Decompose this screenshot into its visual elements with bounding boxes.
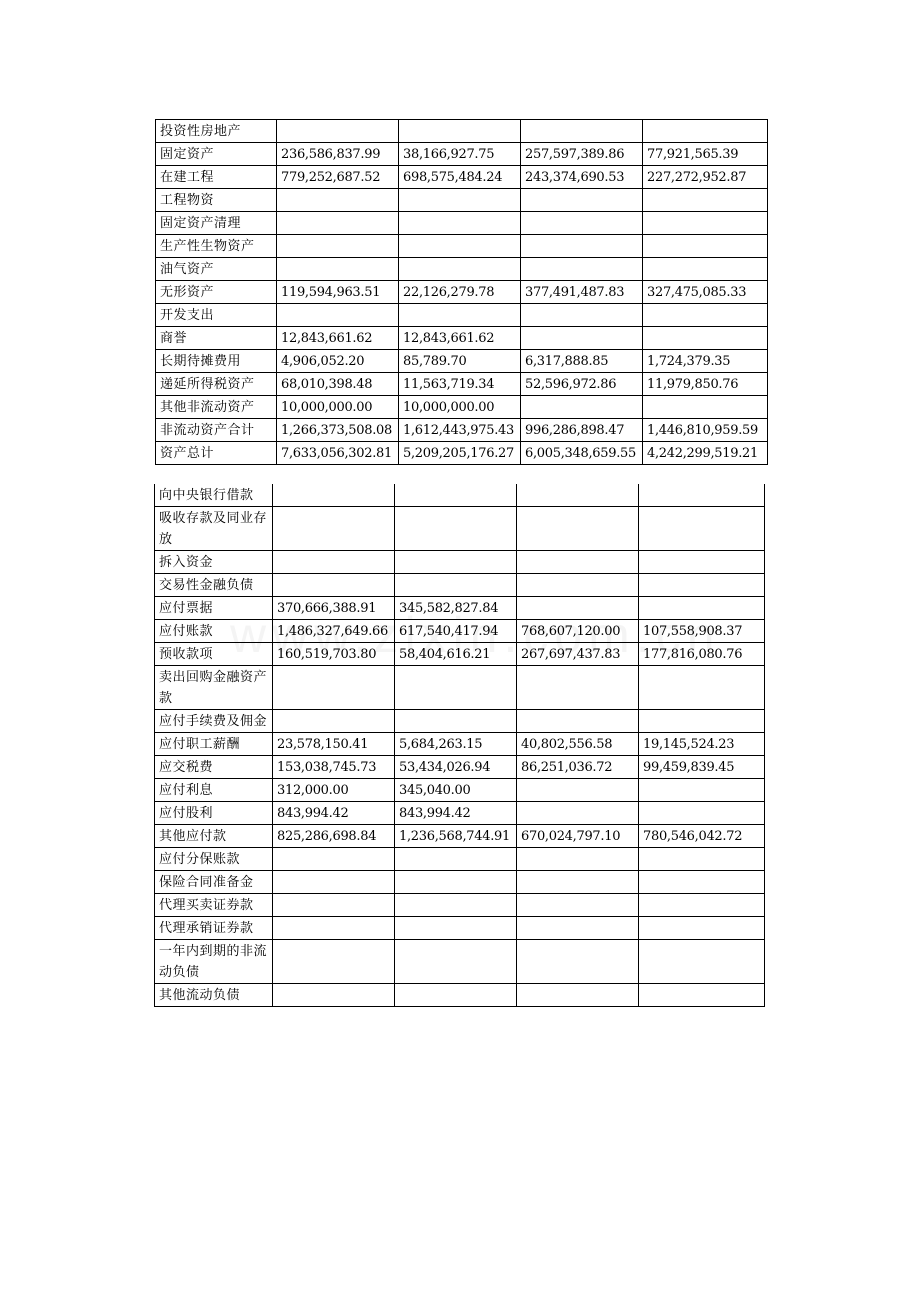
liabilities-row <box>155 484 765 507</box>
value-cell <box>395 984 517 1007</box>
value-cell: 11,563,719.34 <box>399 373 521 396</box>
value-cell: 10,000,000.00 <box>277 396 399 419</box>
value-cell <box>273 871 395 894</box>
row-label: 其他应付款 <box>155 825 273 848</box>
value-cell <box>399 235 521 258</box>
liabilities-row <box>155 551 765 574</box>
assets-row <box>156 143 768 166</box>
row-label: 代理承销证券款 <box>155 917 273 940</box>
value-cell <box>521 327 643 350</box>
row-label: 应付账款 <box>155 620 273 643</box>
value-cell: 779,252,687.52 <box>277 166 399 189</box>
value-cell <box>643 327 768 350</box>
value-cell: 327,475,085.33 <box>643 281 768 304</box>
value-cell <box>639 710 765 733</box>
value-cell <box>639 551 765 574</box>
row-label: 无形资产 <box>156 281 277 304</box>
value-cell: 370,666,388.91 <box>273 597 395 620</box>
assets-row <box>156 373 768 396</box>
row-label: 卖出回购金融资产款 <box>155 666 273 710</box>
liabilities-row <box>155 825 765 848</box>
value-cell: 119,594,963.51 <box>277 281 399 304</box>
assets-row <box>156 419 768 442</box>
value-cell: 5,684,263.15 <box>395 733 517 756</box>
value-cell: 5,209,205,176.27 <box>399 442 521 465</box>
value-cell: 1,236,568,744.91 <box>395 825 517 848</box>
value-cell: 780,546,042.72 <box>639 825 765 848</box>
assets-row <box>156 235 768 258</box>
row-label: 其他非流动资产 <box>156 396 277 419</box>
row-label: 一年内到期的非流动负债 <box>155 940 273 984</box>
value-cell: 345,040.00 <box>395 779 517 802</box>
row-label: 保险合同准备金 <box>155 871 273 894</box>
value-cell: 227,272,952.87 <box>643 166 768 189</box>
value-cell <box>277 304 399 327</box>
value-cell <box>273 551 395 574</box>
value-cell: 1,266,373,508.08 <box>277 419 399 442</box>
row-label: 应付分保账款 <box>155 848 273 871</box>
value-cell: 843,994.42 <box>395 802 517 825</box>
value-cell: 11,979,850.76 <box>643 373 768 396</box>
value-cell <box>395 551 517 574</box>
row-label: 应交税费 <box>155 756 273 779</box>
row-label: 开发支出 <box>156 304 277 327</box>
value-cell <box>517 917 639 940</box>
row-label: 代理买卖证券款 <box>155 894 273 917</box>
value-cell <box>517 779 639 802</box>
row-label: 应付职工薪酬 <box>155 733 273 756</box>
value-cell <box>277 258 399 281</box>
liabilities-row <box>155 733 765 756</box>
row-label: 向中央银行借款 <box>155 484 273 507</box>
row-label: 投资性房地产 <box>156 120 277 143</box>
value-cell <box>521 189 643 212</box>
row-label: 商誉 <box>156 327 277 350</box>
liabilities-row <box>155 710 765 733</box>
value-cell <box>395 917 517 940</box>
row-label: 应付票据 <box>155 597 273 620</box>
liabilities-row <box>155 779 765 802</box>
liabilities-row <box>155 917 765 940</box>
value-cell <box>277 212 399 235</box>
value-cell <box>521 304 643 327</box>
value-cell <box>639 666 765 710</box>
row-label: 固定资产清理 <box>156 212 277 235</box>
value-cell <box>517 802 639 825</box>
value-cell: 1,724,379.35 <box>643 350 768 373</box>
value-cell: 68,010,398.48 <box>277 373 399 396</box>
row-label: 拆入资金 <box>155 551 273 574</box>
value-cell <box>639 779 765 802</box>
value-cell: 53,434,026.94 <box>395 756 517 779</box>
value-cell: 177,816,080.76 <box>639 643 765 666</box>
value-cell: 1,612,443,975.43 <box>399 419 521 442</box>
row-label: 预收款项 <box>155 643 273 666</box>
value-cell <box>639 802 765 825</box>
value-cell <box>273 984 395 1007</box>
value-cell <box>639 484 765 507</box>
liabilities-row <box>155 984 765 1007</box>
value-cell <box>399 189 521 212</box>
row-label: 资产总计 <box>156 442 277 465</box>
value-cell: 52,596,972.86 <box>521 373 643 396</box>
value-cell <box>639 848 765 871</box>
value-cell <box>643 235 768 258</box>
value-cell <box>395 484 517 507</box>
value-cell <box>399 212 521 235</box>
value-cell <box>395 574 517 597</box>
value-cell <box>521 258 643 281</box>
value-cell: 23,578,150.41 <box>273 733 395 756</box>
liabilities-row <box>155 643 765 666</box>
value-cell <box>273 940 395 984</box>
value-cell: 6,317,888.85 <box>521 350 643 373</box>
value-cell <box>395 848 517 871</box>
value-cell <box>517 666 639 710</box>
value-cell <box>277 120 399 143</box>
value-cell <box>517 710 639 733</box>
value-cell <box>643 304 768 327</box>
value-cell <box>517 894 639 917</box>
value-cell <box>643 396 768 419</box>
value-cell <box>639 597 765 620</box>
value-cell <box>639 940 765 984</box>
value-cell <box>395 666 517 710</box>
value-cell <box>395 940 517 984</box>
value-cell <box>277 235 399 258</box>
liabilities-row <box>155 574 765 597</box>
assets-row <box>156 327 768 350</box>
row-label: 在建工程 <box>156 166 277 189</box>
value-cell: 768,607,120.00 <box>517 620 639 643</box>
value-cell: 10,000,000.00 <box>399 396 521 419</box>
value-cell: 1,446,810,959.59 <box>643 419 768 442</box>
value-cell: 22,126,279.78 <box>399 281 521 304</box>
row-label: 吸收存款及同业存放 <box>155 507 273 551</box>
value-cell <box>521 235 643 258</box>
value-cell <box>639 984 765 1007</box>
value-cell <box>643 212 768 235</box>
value-cell: 6,005,348,659.55 <box>521 442 643 465</box>
value-cell <box>399 304 521 327</box>
liabilities-row <box>155 597 765 620</box>
value-cell <box>273 848 395 871</box>
value-cell: 160,519,703.80 <box>273 643 395 666</box>
assets-table <box>155 119 768 465</box>
value-cell: 843,994.42 <box>273 802 395 825</box>
liabilities-row <box>155 894 765 917</box>
value-cell <box>643 258 768 281</box>
value-cell: 996,286,898.47 <box>521 419 643 442</box>
value-cell: 243,374,690.53 <box>521 166 643 189</box>
value-cell <box>395 507 517 551</box>
value-cell: 698,575,484.24 <box>399 166 521 189</box>
value-cell: 58,404,616.21 <box>395 643 517 666</box>
value-cell <box>399 258 521 281</box>
value-cell: 86,251,036.72 <box>517 756 639 779</box>
assets-row <box>156 166 768 189</box>
value-cell <box>273 507 395 551</box>
assets-row <box>156 281 768 304</box>
liabilities-row <box>155 802 765 825</box>
value-cell <box>277 189 399 212</box>
assets-row <box>156 212 768 235</box>
value-cell <box>517 597 639 620</box>
value-cell: 107,558,908.37 <box>639 620 765 643</box>
value-cell: 40,802,556.58 <box>517 733 639 756</box>
value-cell: 38,166,927.75 <box>399 143 521 166</box>
value-cell: 257,597,389.86 <box>521 143 643 166</box>
value-cell: 4,242,299,519.21 <box>643 442 768 465</box>
value-cell <box>517 940 639 984</box>
value-cell <box>517 551 639 574</box>
liabilities-row <box>155 940 765 984</box>
value-cell: 12,843,661.62 <box>399 327 521 350</box>
value-cell: 12,843,661.62 <box>277 327 399 350</box>
value-cell <box>639 507 765 551</box>
value-cell <box>273 666 395 710</box>
row-label: 工程物资 <box>156 189 277 212</box>
value-cell: 312,000.00 <box>273 779 395 802</box>
value-cell: 7,633,056,302.81 <box>277 442 399 465</box>
value-cell <box>273 894 395 917</box>
value-cell: 345,582,827.84 <box>395 597 517 620</box>
value-cell: 377,491,487.83 <box>521 281 643 304</box>
value-cell: 19,145,524.23 <box>639 733 765 756</box>
liabilities-row <box>155 666 765 710</box>
row-label: 非流动资产合计 <box>156 419 277 442</box>
liabilities-row <box>155 848 765 871</box>
assets-row <box>156 350 768 373</box>
value-cell <box>517 574 639 597</box>
value-cell <box>395 871 517 894</box>
value-cell <box>639 917 765 940</box>
value-cell: 77,921,565.39 <box>643 143 768 166</box>
assets-row <box>156 189 768 212</box>
liabilities-row <box>155 620 765 643</box>
value-cell <box>273 710 395 733</box>
assets-row <box>156 304 768 327</box>
value-cell <box>517 484 639 507</box>
value-cell <box>517 984 639 1007</box>
row-label: 交易性金融负债 <box>155 574 273 597</box>
value-cell <box>639 894 765 917</box>
row-label: 长期待摊费用 <box>156 350 277 373</box>
value-cell: 1,486,327,649.66 <box>273 620 395 643</box>
row-label: 油气资产 <box>156 258 277 281</box>
liabilities-table <box>154 484 765 1007</box>
value-cell: 236,586,837.99 <box>277 143 399 166</box>
value-cell <box>521 396 643 419</box>
value-cell <box>639 574 765 597</box>
value-cell <box>273 484 395 507</box>
value-cell: 670,024,797.10 <box>517 825 639 848</box>
value-cell <box>395 894 517 917</box>
liabilities-row <box>155 756 765 779</box>
value-cell: 153,038,745.73 <box>273 756 395 779</box>
row-label: 生产性生物资产 <box>156 235 277 258</box>
liabilities-row <box>155 871 765 894</box>
row-label: 应付股利 <box>155 802 273 825</box>
value-cell <box>521 212 643 235</box>
value-cell <box>639 871 765 894</box>
value-cell: 617,540,417.94 <box>395 620 517 643</box>
value-cell <box>643 189 768 212</box>
row-label: 其他流动负债 <box>155 984 273 1007</box>
value-cell: 99,459,839.45 <box>639 756 765 779</box>
assets-row <box>156 258 768 281</box>
liabilities-row <box>155 507 765 551</box>
value-cell: 85,789.70 <box>399 350 521 373</box>
value-cell <box>395 710 517 733</box>
value-cell <box>273 917 395 940</box>
value-cell <box>517 871 639 894</box>
value-cell: 4,906,052.20 <box>277 350 399 373</box>
assets-row <box>156 442 768 465</box>
row-label: 应付利息 <box>155 779 273 802</box>
value-cell: 267,697,437.83 <box>517 643 639 666</box>
assets-row <box>156 120 768 143</box>
row-label: 递延所得税资产 <box>156 373 277 396</box>
row-label: 固定资产 <box>156 143 277 166</box>
row-label: 应付手续费及佣金 <box>155 710 273 733</box>
value-cell <box>643 120 768 143</box>
assets-row <box>156 396 768 419</box>
value-cell <box>517 848 639 871</box>
value-cell <box>521 120 643 143</box>
value-cell <box>399 120 521 143</box>
value-cell: 825,286,698.84 <box>273 825 395 848</box>
value-cell <box>273 574 395 597</box>
value-cell <box>517 507 639 551</box>
